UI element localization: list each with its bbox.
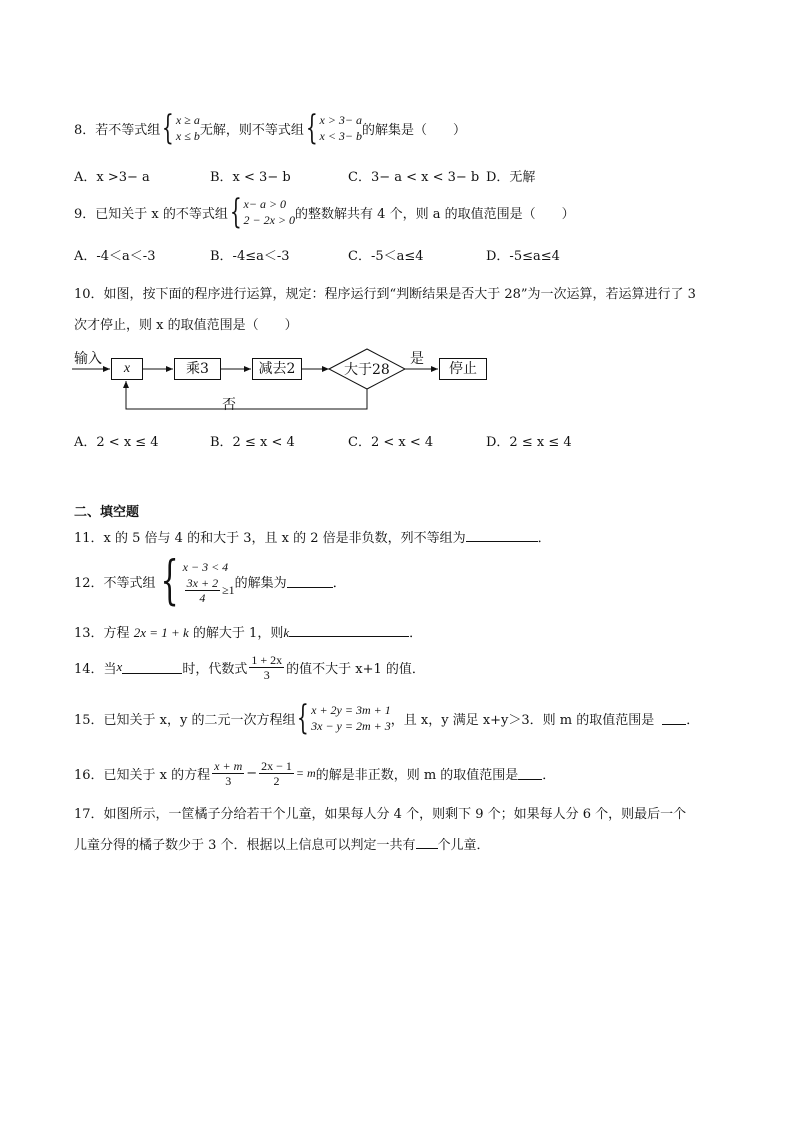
q16-suffix: 的解是非正数，则 m 的取值范围是 bbox=[315, 767, 519, 783]
question-9 bbox=[74, 192, 575, 232]
flow-no-label: 否 bbox=[222, 397, 236, 413]
q8-sys1-row2: x ≤ b bbox=[175, 129, 200, 143]
q13-equation: 2x = 1 + k bbox=[133, 625, 189, 640]
q11-text: 11．x 的 5 倍与 4 的和大于 3，且 x 的 2 倍是非负数，列不等组为 bbox=[74, 531, 466, 546]
q17-line2 bbox=[74, 834, 490, 853]
q9-prefix: 9．已知关于 x 的不等式组 bbox=[74, 206, 228, 222]
q16-prefix: 16．已知关于 x 的方程 bbox=[74, 767, 211, 783]
q16-end: ． bbox=[542, 767, 556, 783]
q12-prefix: 12．不等式组 bbox=[74, 575, 156, 591]
q13-prefix: 13．方程 bbox=[74, 626, 130, 641]
q16-fraction-2 bbox=[259, 759, 294, 788]
q16-fraction-1 bbox=[212, 759, 244, 788]
q16-answer-blank[interactable] bbox=[518, 767, 542, 780]
q14-frac-den: 3 bbox=[263, 667, 270, 682]
q13-k: k bbox=[283, 625, 290, 640]
q12-frac-den: 4 bbox=[199, 590, 206, 605]
q16-f2-num: 2x − 1 bbox=[261, 758, 292, 773]
flow-box-stop: 停止 bbox=[439, 358, 487, 380]
flow-box-multiply: 乘3 bbox=[174, 358, 221, 380]
flow-box-x: x bbox=[111, 358, 143, 380]
q14-suffix: 的值不大于 x+1 的值． bbox=[286, 661, 425, 677]
q15-prefix: 15．已知关于 x，y 的二元一次方程组 bbox=[74, 712, 296, 728]
q16-eq: = m bbox=[295, 765, 316, 780]
q8-option-b: B．x < 3− b bbox=[210, 170, 291, 185]
q12-suffix: 的解集为 bbox=[234, 575, 287, 591]
q9-option-c: C．-5＜a≤4 bbox=[348, 249, 424, 264]
q9-option-d: D．-5≤a≤4 bbox=[486, 249, 560, 264]
q8-suffix: 的解集是（ ） bbox=[362, 122, 467, 138]
q8-system-2: { x > 3− a x < 3− b bbox=[305, 108, 363, 148]
q17-line2-b: 个儿童． bbox=[437, 838, 490, 853]
q10-line2: 次才停止，则 x 的取值范围是（ ） bbox=[74, 318, 298, 333]
q14-frac-num: 1 + 2x bbox=[251, 652, 283, 667]
q14-x: x bbox=[116, 659, 123, 674]
q17-line1: 17．如图所示，一筐橘子分给若干个儿童，如果每人分 4 个，则剩下 9 个；如果每人分 6 个，则最后一个 bbox=[74, 807, 687, 822]
q16-minus: − bbox=[246, 765, 258, 781]
q14-fraction bbox=[249, 653, 284, 682]
q8-sys2-row2: x < 3− b bbox=[319, 129, 363, 143]
q15-answer-blank[interactable] bbox=[662, 712, 686, 725]
q13-end: ． bbox=[409, 626, 423, 641]
question-12 bbox=[74, 552, 346, 610]
q9-option-a: A．-4＜a＜-3 bbox=[74, 249, 156, 264]
q12-row1: x − 3 < 4 bbox=[182, 559, 229, 574]
flow-input-label: 输入 bbox=[74, 351, 102, 367]
question-13 bbox=[74, 622, 422, 641]
q12-answer-blank[interactable] bbox=[287, 575, 333, 588]
q14-prefix: 14．当 bbox=[74, 661, 117, 677]
q8-prefix: 8．若不等式组 bbox=[74, 122, 161, 138]
q9-sys-row1: x− a > 0 bbox=[243, 197, 287, 211]
q12-end: ． bbox=[332, 575, 346, 591]
flow-box-subtract: 减去2 bbox=[252, 358, 302, 380]
q13-mid: 的解大于 1，则 bbox=[192, 626, 284, 641]
q9-suffix: 的整数解共有 4 个，则 a 的取值范围是（ ） bbox=[295, 206, 575, 222]
q8-sys2-row1: x > 3− a bbox=[319, 113, 363, 127]
q10-option-a: A．2 < x ≤ 4 bbox=[74, 435, 159, 450]
q11-end: ． bbox=[537, 531, 551, 546]
q10-option-c: C．2 < x < 4 bbox=[348, 435, 434, 450]
q13-answer-blank[interactable] bbox=[289, 624, 409, 637]
q15-sys-row2: 3x − y = 2m + 3 bbox=[311, 719, 391, 733]
q9-option-b: B．-4≤a＜-3 bbox=[210, 249, 290, 264]
q15-suffix: ，且 x，y 满足 x+y＞3．则 m 的取值范围是 bbox=[390, 712, 655, 728]
q14-mid: 时，代数式 bbox=[182, 661, 248, 677]
question-8 bbox=[74, 108, 466, 148]
q9-system: { x− a > 0 2 − 2x > 0 bbox=[229, 192, 296, 232]
q17-answer-blank[interactable] bbox=[416, 836, 438, 849]
q15-sys-row1: x + 2y = 3m + 1 bbox=[311, 703, 391, 717]
question-15 bbox=[74, 698, 699, 738]
q8-sys1-row1: x ≥ a bbox=[175, 113, 200, 127]
q11-answer-blank[interactable] bbox=[466, 529, 538, 542]
flow-decision-label: 大于28 bbox=[344, 362, 390, 378]
q8-option-a: A．x >3− a bbox=[74, 170, 150, 185]
q8-system-1: { x ≥ a x ≤ b bbox=[162, 108, 200, 148]
q17-line2-a: 儿童分得的橘子数少于 3 个．根据以上信息可以判定一共有 bbox=[74, 838, 416, 853]
q15-system: { x + 2y = 3m + 1 3x − y = 2m + 3 bbox=[297, 698, 391, 738]
question-16 bbox=[74, 754, 555, 792]
q12-rel: ≥1 bbox=[222, 582, 235, 597]
q16-f1-num: x + m bbox=[214, 758, 243, 773]
q9-sys-row2: 2 − 2x > 0 bbox=[243, 213, 296, 227]
q8-mid: 无解，则不等式组 bbox=[199, 122, 304, 138]
q10-option-b: B．2 ≤ x < 4 bbox=[210, 435, 295, 450]
q10-option-d: D．2 ≤ x ≤ 4 bbox=[486, 435, 572, 450]
flowchart bbox=[70, 342, 490, 417]
q16-f1-den: 3 bbox=[225, 773, 232, 788]
q15-end: ． bbox=[686, 712, 700, 728]
q14-answer-blank[interactable] bbox=[122, 661, 182, 674]
q10-line1: 10．如图，按下面的程序进行运算，规定：程序运行到“判断结果是否大于 28”为一次运算，若运算进行了 3 bbox=[74, 287, 696, 302]
question-14 bbox=[74, 649, 425, 685]
question-11 bbox=[74, 527, 551, 546]
q12-system: { x − 3 < 4 $\frac{3x + 2}{4}$ ≥1 bbox=[159, 551, 235, 611]
q8-option-c: C．3− a < x < 3− b bbox=[348, 170, 480, 185]
q12-frac-num: 3x + 2 bbox=[186, 575, 219, 590]
section-2-heading: 二、填空题 bbox=[74, 505, 140, 520]
q8-option-d: D．无解 bbox=[486, 170, 536, 185]
q16-f2-den: 2 bbox=[273, 773, 280, 788]
flow-yes-label: 是 bbox=[410, 351, 424, 367]
